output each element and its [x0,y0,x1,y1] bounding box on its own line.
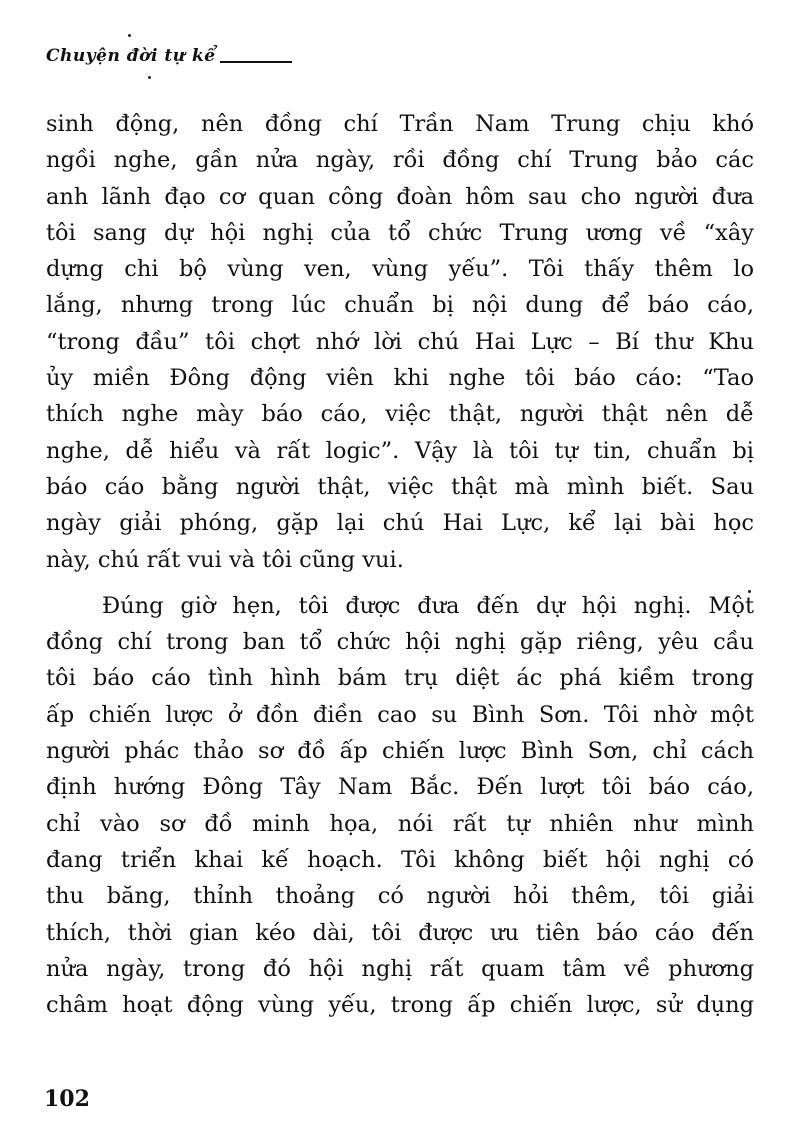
text-line: thích, thời gian kéo dài, tôi được ưu tiên báo cáo đến [46,919,754,946]
text-line: sinh động, nên đồng chí Trần Nam Trung chịu khó [46,111,754,137]
header-rule [220,61,292,63]
text-line: báo cáo bằng người thật, việc thật mà mình biết. Sau [46,473,754,500]
text-line: tôi báo cáo tình hình bám trụ diệt ác phá kiềm trong [46,665,754,692]
text-line: định hướng Đông Tây Nam Bắc. Đến lượt tôi báo cáo, [46,774,754,801]
running-header-title: Chuyện đời tự kể [46,46,216,66]
text-line: Đúng giờ hẹn, tôi được đưa đến dự hội nghị. Một [102,592,754,619]
text-line: nghe, dễ hiểu và rất logic”. Vậy là tôi tự tin, chuẩn bị [46,437,754,464]
text-line: “trong đầu” tôi chợt nhớ lời chú Hai Lực – Bí thư Khu [46,328,754,355]
paragraph-2 [46,588,754,1024]
text-line: ủy miền Đông động viên khi nghe tôi báo cáo: “Tao [46,365,754,392]
text-line: châm hoạt động vùng yếu, trong ấp chiến lược, sử dụng [46,992,754,1019]
page-number: 102 [44,1086,90,1112]
print-speck [748,590,751,593]
text-line: nửa ngày, trong đó hội nghị rất quam tâm về phương [46,955,754,982]
text-line: ấp chiến lược ở đồn điền cao su Bình Sơn. Tôi nhờ một [46,701,754,728]
print-speck [148,76,151,79]
text-line: chỉ vào sơ đồ minh họa, nói rất tự nhiên như mình [46,810,754,837]
paragraph-1 [46,106,754,578]
text-line: đồng chí trong ban tổ chức hội nghị gặp riêng, yêu cầu [46,629,754,656]
text-line: dựng chi bộ vùng ven, vùng yếu”. Tôi thấy thêm lo [46,256,754,283]
running-header [46,46,292,66]
text-line: tôi sang dự hội nghị của tổ chức Trung ương về “xây [46,219,754,246]
text-line: ngày giải phóng, gặp lại chú Hai Lực, kể lại bài học [46,510,754,537]
body-text [46,106,754,1023]
text-line: anh lãnh đạo cơ quan công đoàn hôm sau cho người đưa [46,183,754,210]
text-line: ngồi nghe, gần nửa ngày, rồi đồng chí Trung bảo các [46,147,754,174]
text-line: đang triển khai kế hoạch. Tôi không biết hội nghị có [46,846,754,873]
print-speck [128,34,131,37]
text-line: lắng, nhưng trong lúc chuẩn bị nội dung để báo cáo, [46,292,754,319]
text-line: thu băng, thỉnh thoảng có người hỏi thêm, tôi giải [46,883,754,910]
text-line: thích nghe mày báo cáo, việc thật, người thật nên dễ [46,401,754,428]
text-line: người phác thảo sơ đồ ấp chiến lược Bình Sơn, chỉ cách [46,738,754,765]
text-line: này, chú rất vui và tôi cũng vui. [46,546,404,573]
